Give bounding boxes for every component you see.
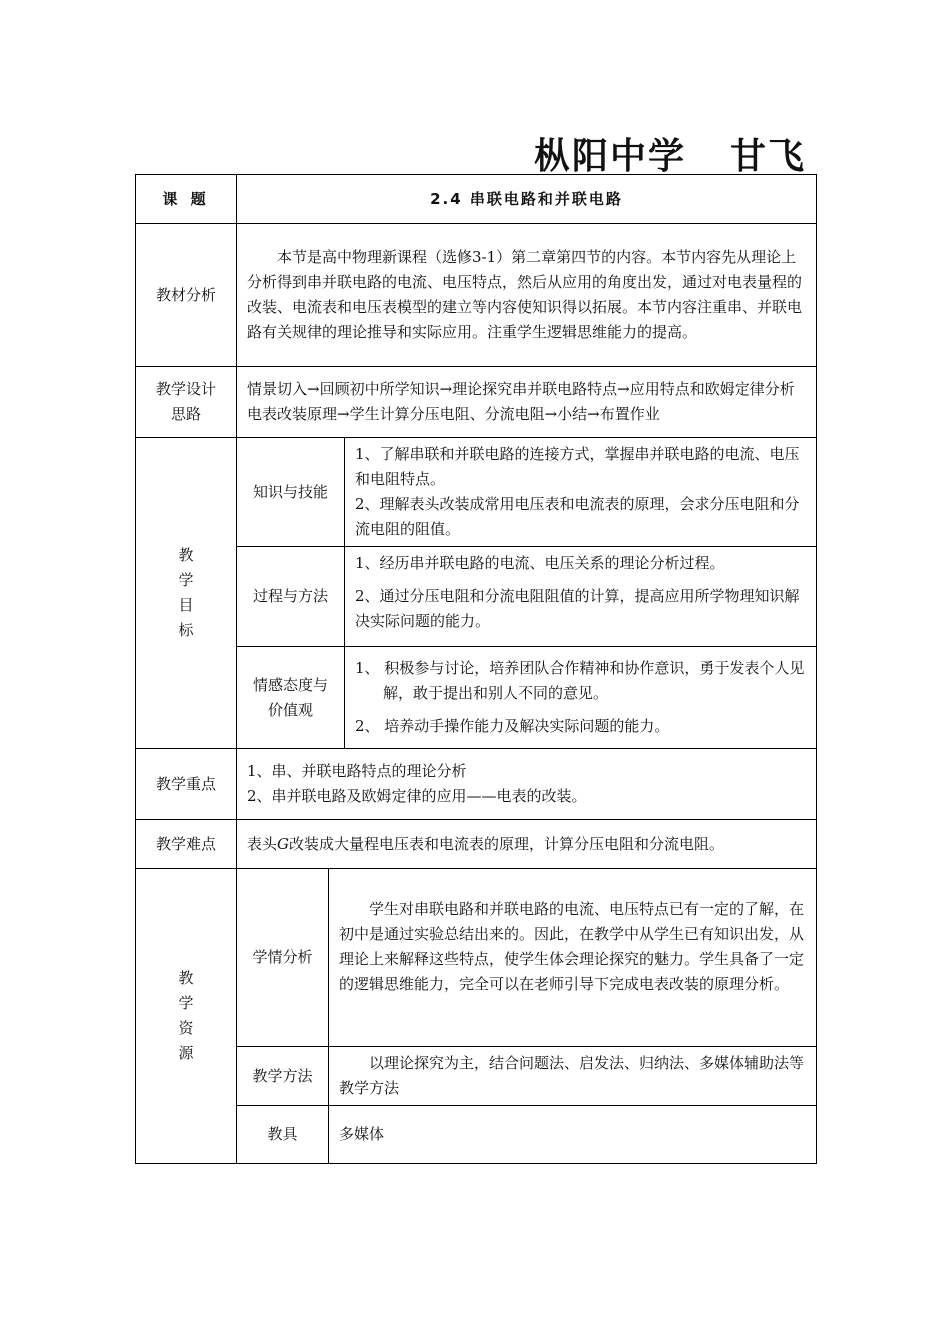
knowledge-label: 知识与技能 [237, 438, 345, 547]
lesson-plan-table [135, 174, 817, 1164]
key-point-label: 教学重点 [136, 749, 237, 820]
resources-label: 教 学 资 源 [136, 869, 237, 1164]
students-label: 学情分析 [237, 869, 329, 1047]
tools-text: 多媒体 [329, 1106, 817, 1164]
analysis-row [136, 224, 817, 367]
emotion-item: 2、 培养动手操作能力及解决实际问题的能力。 [355, 717, 670, 735]
students-row [136, 869, 817, 1047]
knowledge-items [345, 438, 817, 547]
emotion-item: 1、 积极参与讨论，培养团队合作精神和协作意识，勇于发表个人见解，敢于提出和别人不同的意见。 [355, 659, 805, 702]
school-name: 枞阳中学 [533, 136, 686, 177]
difficulty-row [136, 820, 817, 869]
difficulty-label: 教学难点 [136, 820, 237, 869]
goal-knowledge-row [136, 438, 817, 547]
key-point-items [237, 749, 817, 820]
students-text: 学生对串联电路和并联电路的电流、电压特点已有一定的了解，在初中是通过实验总结出来的。因此，在教学中从学生已有知识出发，从理论上来解释这些特点，使学生体会理论探究的魅力。学生具备了一定的逻辑思维能力，完全可以在老师引导下完成电表改装的原理分析。 [329, 869, 817, 1047]
method-row [136, 1047, 817, 1106]
analysis-label: 教材分析 [136, 224, 237, 367]
analysis-text: 本节是高中物理新课程（选修3-1）第二章第四节的内容。本节内容先从理论上分析得到串并联电路的电流、电压特点，然后从应用的角度出发，通过对电表量程的改装、电流表和电压表模型的建立等内容使知识得以拓展。本节内容注重串、并联电路有关规律的理论推导和实际应用。注重学生逻辑思维能力的提高。 [237, 224, 817, 367]
method-text: 以理论探究为主，结合问题法、启发法、归纳法、多媒体辅助法等教学方法 [329, 1047, 817, 1106]
topic-value: 2.4 串联电路和并联电路 [237, 175, 817, 224]
goals-label: 教 学 目 标 [136, 438, 237, 749]
tools-label: 教具 [237, 1106, 329, 1164]
teacher-name: 甘飞 [729, 136, 806, 177]
process-item: 2、通过分压电阻和分流电阻阻值的计算，提高应用所学物理知识解决实际问题的能力。 [355, 587, 800, 630]
design-text: 情景切入→回顾初中所学知识→理论探究串并联电路特点→应用特点和欧姆定律分析电表改装原理→学生计算分压电阻、分流电阻→小结→布置作业 [237, 367, 817, 438]
process-label: 过程与方法 [237, 547, 345, 647]
knowledge-item: 2、理解表头改装成常用电压表和电流表的原理，会求分压电阻和分流电阻的阻值。 [355, 495, 800, 538]
difficulty-text: 表头G改装成大量程电压表和电流表的原理，计算分压电阻和分流电阻。 [237, 820, 817, 869]
design-row [136, 367, 817, 438]
process-item: 1、经历串并联电路的电流、电压关系的理论分析过程。 [355, 554, 725, 572]
design-label: 教学设计 思路 [136, 367, 237, 438]
goal-emotion-row [136, 647, 817, 749]
topic-row [136, 175, 817, 224]
key-point-item: 2、串并联电路及欧姆定律的应用——电表的改装。 [247, 787, 587, 805]
key-point-row [136, 749, 817, 820]
method-label: 教学方法 [237, 1047, 329, 1106]
key-point-item: 1、串、并联电路特点的理论分析 [247, 762, 467, 780]
process-items [345, 547, 817, 647]
emotion-label: 情感态度与 价值观 [237, 647, 345, 749]
galvanometer-symbol: G [277, 834, 289, 853]
goal-process-row [136, 547, 817, 647]
document-header [534, 128, 806, 179]
topic-label: 课 题 [136, 175, 237, 224]
emotion-items [345, 647, 817, 749]
knowledge-item: 1、了解串联和并联电路的连接方式，掌握串并联电路的电流、电压和电阻特点。 [355, 445, 800, 488]
tools-row [136, 1106, 817, 1164]
